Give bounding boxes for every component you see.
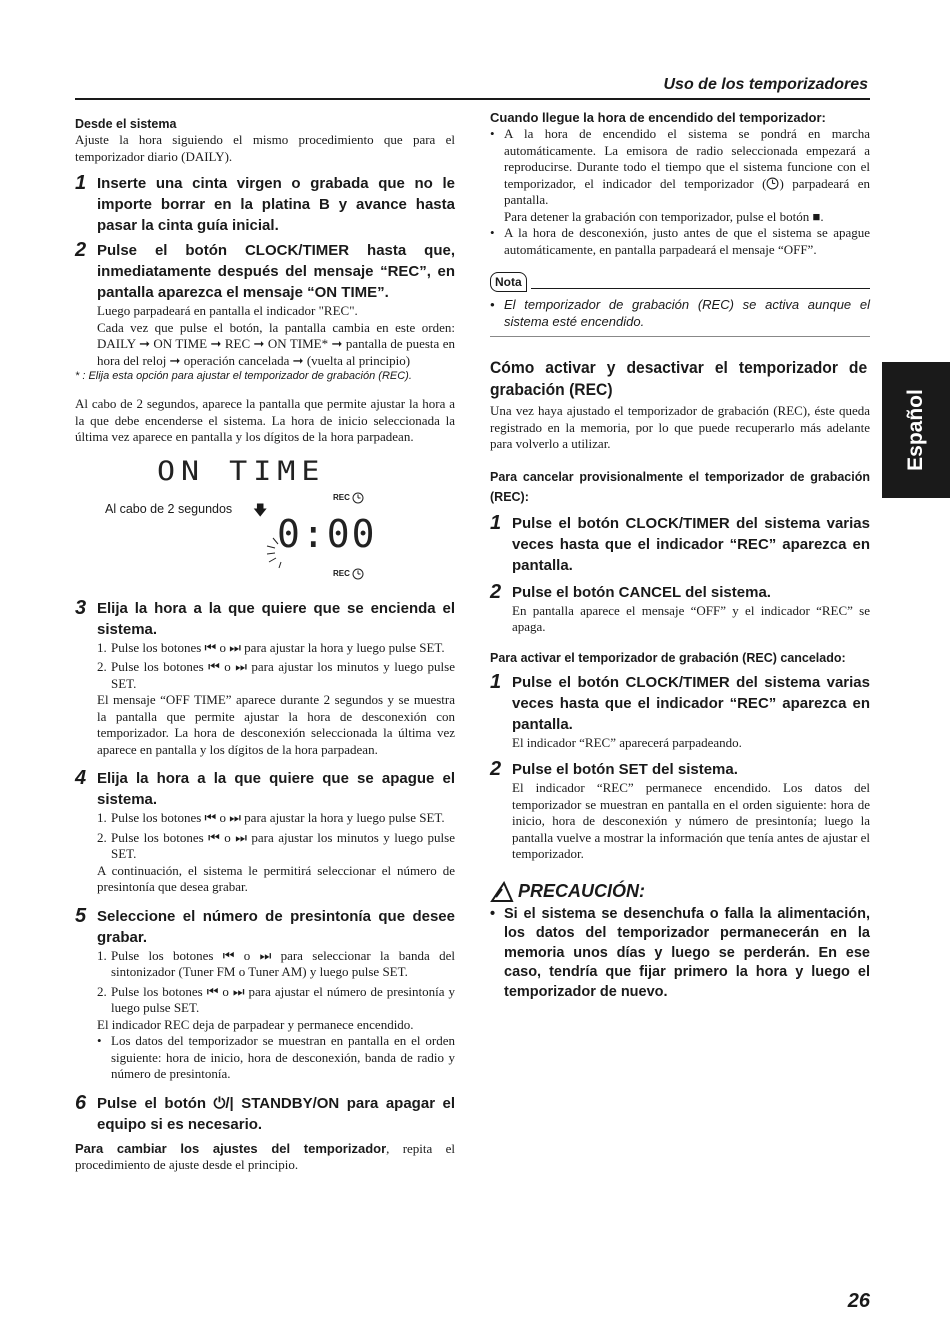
note-item: • El temporizador de grabación (REC) se activa aunque el sistema esté encendido. (490, 297, 870, 329)
step-1 (75, 173, 455, 236)
lcd-on-time-display: ON TIME (157, 455, 326, 487)
step-2-text-2: Cada vez que pulse el botón, la pantalla cambia en este orden: DAILY ➞ ON TIME ➞ REC ➞ ON TIME* ➞ pantalla de puesta en hora del reloj ➞ operación cancelada ➞ (vuelta al principio) (97, 319, 455, 368)
step-4-item-2: 2. Pulse los botones ⏮ o ⏭ para ajustar los minutos y luego pulse SET. (97, 829, 455, 861)
cancel-heading: Para cancelar provisionalmente el temporizador de grabación (REC): (490, 469, 870, 504)
activate-heading: Para activar el temporizador de grabación (REC) cancelado: (490, 650, 846, 665)
step-1-title: Inserte una cinta virgen o grabada que no le importe borrar en la platina B y avance hasta pasar la cinta guía inicial. (97, 175, 455, 234)
rec-indicator-bottom (333, 568, 364, 580)
step-number: 5 (75, 904, 87, 927)
from-system-heading: Desde el sistema (75, 117, 177, 131)
arrow-down-icon: 🡇 (253, 503, 268, 519)
note-text: El temporizador de grabación (REC) se activa aunque el sistema esté encendido. (504, 297, 870, 329)
step-6-title: Pulse el botón ⏻/| STANDBY/ON para apagar el equipo si es necesario. (97, 1094, 455, 1133)
caution-title: PRECAUCIÓN: (518, 881, 646, 901)
step-number: 2 (490, 758, 502, 780)
step-6 (75, 1093, 455, 1135)
page-number: 26 (847, 1290, 870, 1312)
timer-clock-icon (352, 568, 364, 580)
step-3 (75, 598, 455, 759)
step-5-item-1: 1. Pulse los botones ⏮ o ⏭ para seleccionar la banda del sintonizador (Tuner FM o Tuner AM) y luego pulse SET. (97, 947, 455, 979)
left-column (75, 116, 455, 1174)
step-number: 1 (490, 670, 502, 693)
language-tab-label: Español (904, 389, 927, 471)
caution-text: • Si el sistema se desenchufa o falla la alimentación, los datos del temporizador permanecerán en la memoria unos días y luego se perderán. En ese caso, tendría que fijar primero la hora y luego el temporizador de nuevo. (490, 905, 870, 1000)
step-4-text: A continuación, el sistema le permitirá seleccionar el número de presintonía que desea grabar. (97, 862, 455, 894)
step-3-title: Elija la hora a la que quiere que se encienda el sistema. (97, 599, 455, 638)
step-number: 4 (75, 767, 87, 789)
right-column (490, 110, 870, 1002)
activate-step-2-text: El indicador “REC” permanece encendido. Los datos del temporizador se muestran en pantalla en el orden siguiente: hora de inicio, hora de desconexión y número de presintonía; luego la pantalla vuelve a mostrar la información que tenía antes de ajustar el temporizador. (512, 780, 870, 861)
change-settings-bold: Para cambiar los ajustes del temporizador (75, 1140, 387, 1156)
lcd-time-display: 0:00 (277, 511, 377, 556)
step-2-title: Pulse el botón CLOCK/TIMER hasta que, inmediatamente después del mensaje “REC”, en pantalla aparezca el mensaje “ON TIME”. (97, 242, 455, 301)
step-4-title: Elija la hora a la que quiere que se apague el sistema. (97, 770, 455, 808)
section-heading-rec: Cómo activar y desactivar el temporizador de grabación (REC) (490, 358, 868, 399)
section-rec-text: Una vez haya ajustado el temporizador de grabación (REC), éste queda registrado en la memoria, por lo que puede recuperarlo más adelante para volverlo a utilizar. (490, 403, 870, 451)
step-number: 1 (75, 172, 87, 194)
change-settings-rest: , repita el procedimiento de ajuste desde el principio. (75, 1140, 455, 1172)
header-divider (75, 98, 870, 100)
cancel-step-1-title: Pulse el botón CLOCK/TIMER del sistema varias veces hasta que el indicador “REC” aparezca en pantalla. (512, 514, 870, 574)
note-box (490, 272, 870, 337)
page-header-title: Uso de los temporizadores (663, 76, 868, 93)
note-bottom-rule (490, 336, 870, 337)
when-bullet-1: • A la hora de encendido el sistema se pondrá en marcha automáticamente. La emisora de radio seleccionada empezará a reproducirse. Durante todo el tiempo que el sistema funcione con el temporizador, el indicador del temporizador ( ) parpadeará en pantalla. Para detener la grabación con temporizador, pulse el botón ■. (490, 126, 871, 224)
when-bullet-1-part-b: ) parpadeará en pantalla. (504, 175, 871, 207)
when-bullet-2: • A la hora de desconexión, justo antes de que el sistema se apague automáticamente, en pantalla parpadeará el mensaje “OFF”. (490, 225, 870, 257)
rec-label: REC (333, 568, 350, 578)
caution-hand-icon (490, 881, 514, 903)
step-2-footnote: * : Elija esta opción para ajustar el temporizador de grabación (REC). (75, 370, 412, 382)
timer-clock-icon (352, 492, 364, 504)
step-3-text: El mensaje “OFF TIME” aparece durante 2 segundos y se muestra la pantalla que permite ajustar la hora de desconexión con temporizador. La hora de desconexión seleccionada la última vez aparece en pantalla y los dígitos de la hora parpadean. (97, 692, 455, 757)
step-number: 1 (490, 511, 502, 534)
from-system-text: Ajuste la hora siguiendo el mismo procedimiento que para el temporizador diario (DAILY). (75, 132, 455, 164)
step-4-item-1: 1. Pulse los botones ⏮ o ⏭ para ajustar la hora y luego pulse SET. (97, 810, 445, 825)
step-number: 2 (75, 239, 87, 261)
caution-heading (490, 881, 870, 903)
step-number: 2 (490, 580, 502, 603)
lcd-caption: Al cabo de 2 segundos (105, 501, 233, 516)
lcd-illustration (75, 452, 455, 592)
cancel-step-2 (490, 582, 870, 636)
change-settings-text (75, 1141, 455, 1174)
cancel-step-2-text: En pantalla aparece el mensaje “OFF” y el indicador “REC” se apaga. (512, 602, 870, 634)
step-2-text-1: Luego parpadeará en pantalla el indicador "REC". (97, 303, 358, 318)
step-3-item-2: 2. Pulse los botones ⏮ o ⏭ para ajustar los minutos y luego pulse SET. (97, 659, 455, 691)
activate-step-1-text: El indicador “REC” aparecerá parpadeando. (512, 734, 742, 750)
step-number: 3 (75, 596, 87, 619)
activate-step-1-title: Pulse el botón CLOCK/TIMER del sistema varias veces hasta que el indicador “REC” aparezca en pantalla. (512, 673, 870, 733)
language-tab (882, 362, 950, 498)
step-5-text: El indicador REC deja de parpadear y permanece encendido. (97, 1016, 414, 1032)
cancel-step-1 (490, 513, 870, 576)
step-2 (75, 240, 455, 369)
note-rule (531, 288, 870, 289)
when-bullet-1-part-c: Para detener la grabación con temporizador, pulse el botón ■. (504, 208, 824, 224)
cancel-step-2-title: Pulse el botón CANCEL del sistema. (512, 583, 771, 601)
note-label: Nota (490, 272, 527, 292)
step-5 (75, 906, 455, 1083)
step-3-item-1: 1. Pulse los botones ⏮ o ⏭ para ajustar la hora y luego pulse SET. (97, 639, 445, 655)
when-timer-heading: Cuando llegue la hora de encendido del temporizador: (490, 110, 826, 125)
rec-indicator-top (333, 492, 364, 504)
rec-label: REC (333, 492, 350, 502)
activate-step-2 (490, 759, 870, 863)
step-5-title: Seleccione el número de presintonía que desee grabar. (97, 907, 455, 946)
step-4 (75, 768, 455, 896)
when-bullet-1-part-a: A la hora de encendido el sistema se pondrá en marcha automáticamente. La emisora de radio seleccionada empezará a reproducirse. Durante todo el tiempo que el sistema funcione con el temporizador, el indicador del temporizador ( (504, 126, 870, 191)
activate-step-1 (490, 672, 870, 752)
step-5-item-2: 2. Pulse los botones ⏮ o ⏭ para ajustar el número de presintonía y luego pulse SET. (97, 983, 455, 1015)
step-5-bullet: • Los datos del temporizador se muestran en pantalla en el orden siguiente: hora de inicio, hora de desconexión, banda de radio y número de presintonía. (97, 1033, 455, 1081)
step-number: 6 (75, 1091, 87, 1114)
activate-step-2-title: Pulse el botón SET del sistema. (512, 761, 738, 778)
timer-clock-icon (766, 177, 779, 190)
after-2s-text: Al cabo de 2 segundos, aparece la pantalla que permite ajustar la hora a la que debe encenderse el sistema. La hora de inicio seleccionada la última vez aparece en pantalla y los dígitos de la hora parpadean. (75, 396, 455, 444)
